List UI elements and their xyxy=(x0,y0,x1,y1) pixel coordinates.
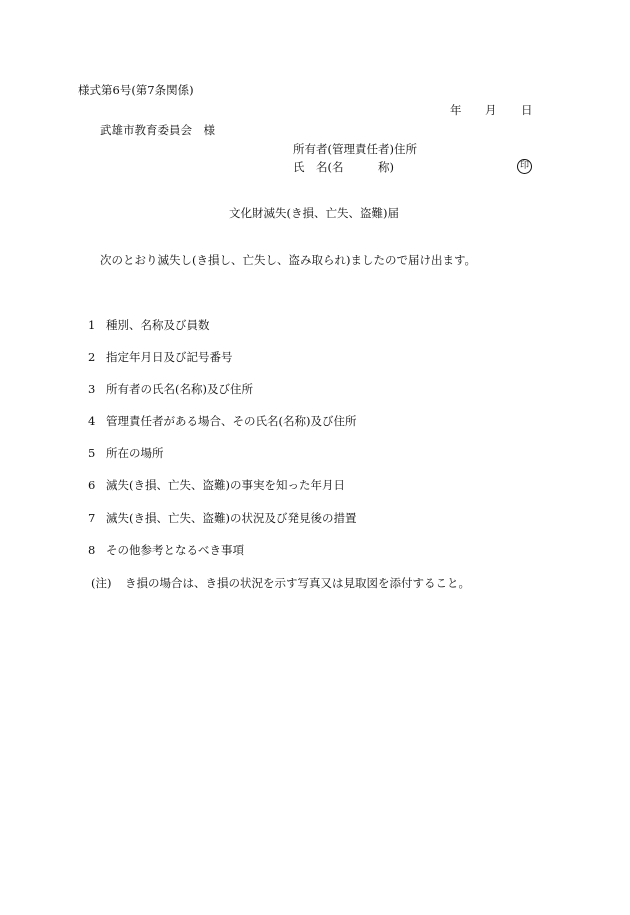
list-item xyxy=(88,352,233,364)
item-text: 種別、名称及び員数 xyxy=(106,318,210,332)
item-text: 所有者の氏名(名称)及び住所 xyxy=(106,382,253,396)
item-text: 滅失(き損、亡失、盗難)の状況及び発見後の措置 xyxy=(106,511,357,525)
note-label: (注) xyxy=(91,576,112,590)
note xyxy=(91,578,470,590)
item-number: 6 xyxy=(88,478,96,492)
list-item xyxy=(88,480,345,492)
document-title: 文化財滅失(き損、亡失、盗難)届 xyxy=(229,206,399,220)
note-text: き損の場合は、き損の状況を示す写真又は見取図を添付すること。 xyxy=(125,576,470,590)
seal-mark-icon: 印 xyxy=(517,159,532,174)
item-text: 管理責任者がある場合、その氏名(名称)及び住所 xyxy=(106,414,357,428)
item-number: 7 xyxy=(88,511,96,525)
item-number: 4 xyxy=(88,414,96,428)
item-text: 指定年月日及び記号番号 xyxy=(106,350,233,364)
item-number: 8 xyxy=(88,543,96,557)
item-number: 3 xyxy=(88,382,96,396)
list-item xyxy=(88,384,253,396)
owner-address-label: 所有者(管理責任者)住所 xyxy=(293,142,417,156)
list-item xyxy=(88,448,164,460)
owner-name-label: 氏 名(名 称) xyxy=(293,160,394,174)
list-item xyxy=(88,545,244,557)
item-text: 所在の場所 xyxy=(106,446,164,460)
date-month-label: 月 xyxy=(485,103,497,117)
intro-text: 次のとおり滅失し(き損し、亡失し、盗み取られ)ましたので届け出ます。 xyxy=(100,253,477,267)
list-item xyxy=(88,513,356,525)
item-number: 5 xyxy=(88,446,96,460)
list-item xyxy=(88,416,356,428)
date-year-label: 年 xyxy=(450,103,462,117)
addressee: 武雄市教育委員会 様 xyxy=(100,123,215,137)
list-item xyxy=(88,320,210,332)
item-number: 2 xyxy=(88,350,96,364)
item-number: 1 xyxy=(88,318,96,332)
item-text: その他参考となるべき事項 xyxy=(106,543,244,557)
date-day-label: 日 xyxy=(521,103,533,117)
item-text: 滅失(き損、亡失、盗難)の事実を知った年月日 xyxy=(106,478,345,492)
form-number: 様式第6号(第7条関係) xyxy=(78,83,194,97)
